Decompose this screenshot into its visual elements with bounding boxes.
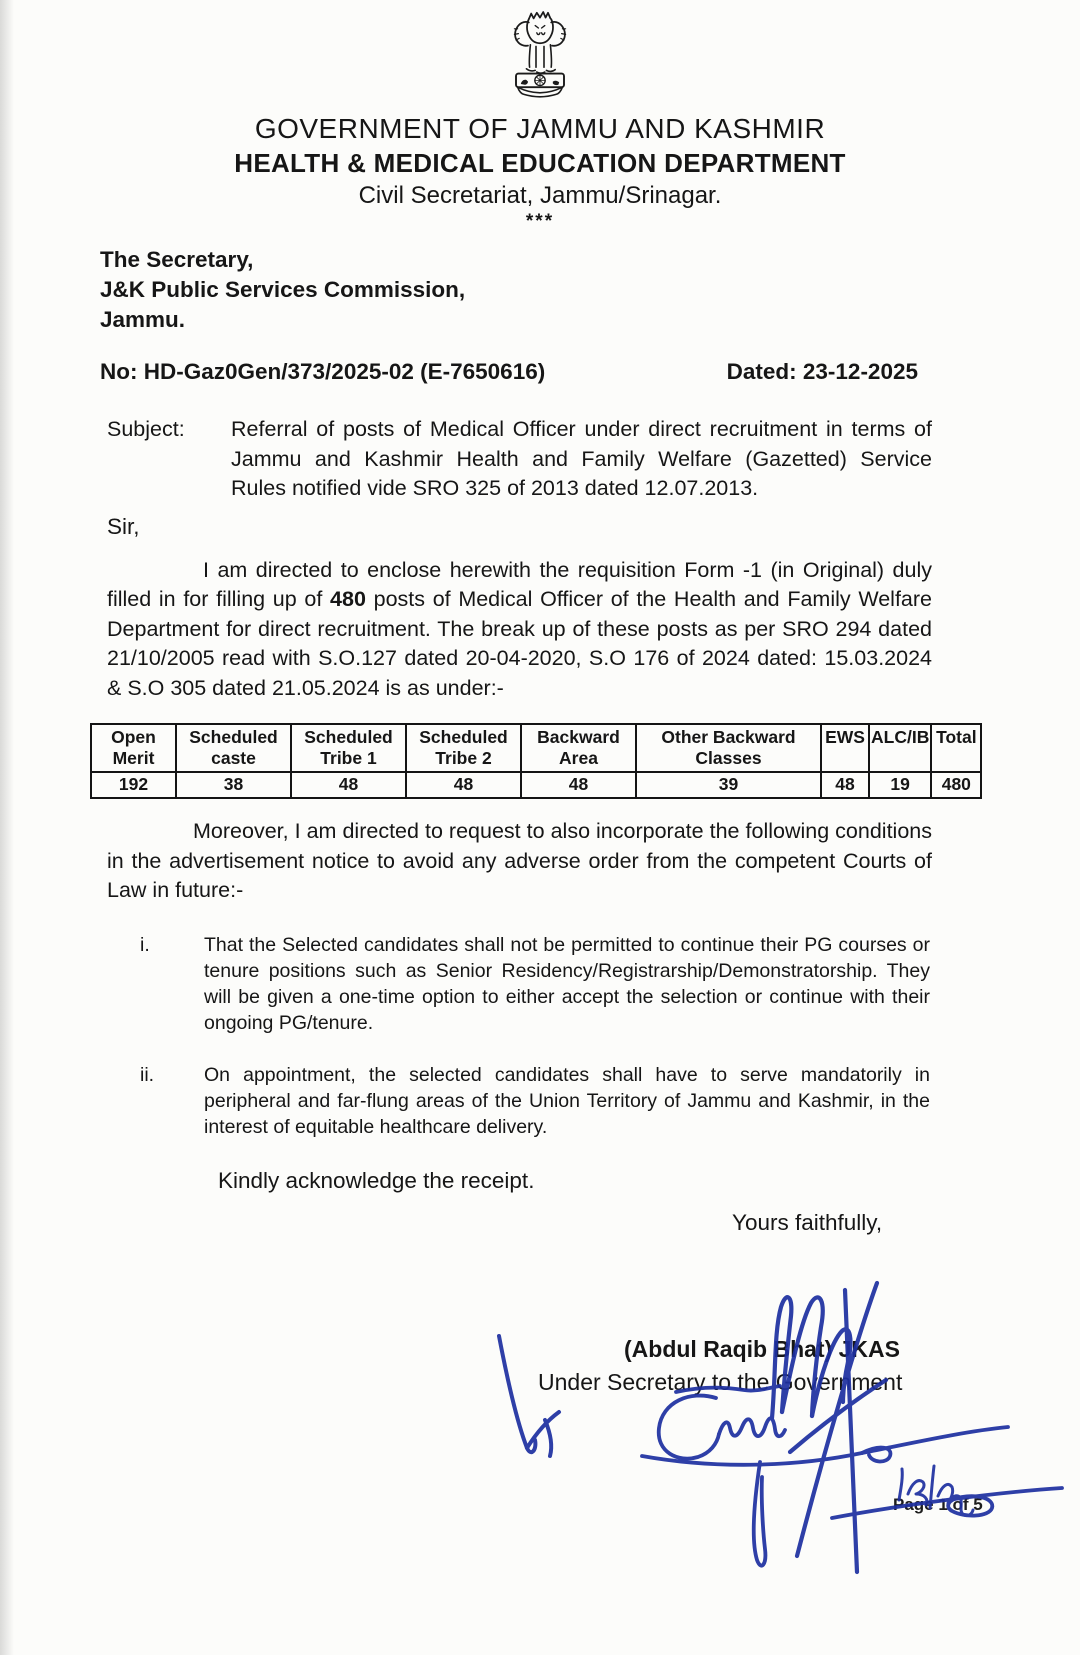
signature-left-check — [499, 1336, 559, 1456]
column-header: Scheduled Tribe 1 — [291, 724, 406, 772]
list-item-marker: i. — [140, 933, 150, 956]
column-header: Scheduled caste — [176, 724, 291, 772]
list-item-text: That the Selected candidates shall not be permitted to continue their PG courses or tenure positions such as Senior Residency/Registrarship/Demonstratorship. They will be given a one-time option to either accept the selection or continue with their ongoing PG/tenure. — [204, 933, 930, 1034]
reference-number: No: HD-Gaz0Gen/373/2025-02 (E-7650616) — [100, 359, 546, 384]
column-header: Total — [931, 724, 981, 772]
subject-label: Subject: — [107, 417, 185, 441]
posts-breakup-table — [90, 723, 982, 799]
column-header: Scheduled Tribe 2 — [406, 724, 521, 772]
department-name: HEALTH & MEDICAL EDUCATION DEPARTMENT — [234, 148, 846, 178]
total-posts-count: 480 — [330, 587, 366, 611]
body-paragraph-2: Moreover, I am directed to request to also incorporate the following conditions in the advertisement notice to avoid any adverse order from the competent Courts of Law in future:- — [107, 819, 932, 902]
body-paragraph-1-text: posts of Medical Officer of the Health and Family Welfare Department for direct recruitment. The break up of these posts as per SRO 294 dated 21/10/2005 read with S.O.127 dated 20-04-2020, S.O 176 of 2024 dated: 15.03.2024 & S.O 305 dated 21.05.2024 is as under:- — [107, 587, 932, 700]
secretariat-address: Civil Secretariat, Jammu/Srinagar. — [358, 182, 722, 209]
conditions-list — [0, 932, 1080, 1140]
salutation: Sir, — [107, 513, 140, 539]
subject-block — [107, 415, 932, 504]
body-paragraph-1-text: I am directed to enclose herewith the requisition Form -1 (in Original) duly filled in for filling up of — [107, 557, 932, 611]
table-cell: 38 — [176, 772, 291, 798]
acknowledge-line: Kindly acknowledge the receipt. — [218, 1167, 535, 1193]
table-cell: 192 — [91, 772, 176, 798]
table-row — [91, 772, 981, 798]
table-cell: 48 — [291, 772, 406, 798]
subject-text: Referral of posts of Medical Officer under direct recruitment in terms of Jammu and Kashmir Health and Family Welfare (Gazetted) Service Rules notified vide SRO 325 of 2013 dated 12.07.2013. — [231, 417, 932, 500]
valediction: Yours faithfully, — [732, 1210, 883, 1235]
letterhead — [0, 0, 1080, 233]
table-cell: 39 — [636, 772, 821, 798]
government-name: GOVERNMENT OF JAMMU AND KASHMIR — [254, 113, 826, 144]
signatory-name: (Abdul Raqib Bhat) JKAS — [624, 1336, 900, 1362]
column-header: EWS — [821, 724, 869, 772]
letter-date: Dated: 23-12-2025 — [726, 359, 918, 384]
national-emblem-icon — [500, 8, 580, 104]
list-item-text: On appointment, the selected candidates shall have to serve mandatorily in peripheral and far-flung areas of the Union Territory of Jammu and Kashmir, in the interest of equitable healthcare delivery. — [204, 1063, 930, 1138]
column-header: Other Backward Classes — [636, 724, 821, 772]
list-item — [140, 932, 930, 1036]
table-cell: 480 — [931, 772, 981, 798]
table-cell: 48 — [521, 772, 636, 798]
table-cell: 48 — [406, 772, 521, 798]
body-paragraph-1 — [107, 556, 932, 704]
list-item-marker: ii. — [140, 1063, 155, 1086]
reference-line — [100, 359, 918, 385]
signatory-title: Under Secretary to the Government — [538, 1369, 903, 1395]
column-header: Open Merit — [91, 724, 176, 772]
signature-main-flourish — [772, 1283, 886, 1572]
table-cell: 19 — [869, 772, 931, 798]
signature-script — [642, 1386, 1062, 1566]
table-header-row — [91, 724, 981, 772]
addressee-line: Jammu. — [100, 307, 186, 332]
column-header: Backward Area — [521, 724, 636, 772]
addressee-line: The Secretary, — [100, 247, 254, 272]
addressee-block — [100, 245, 1080, 335]
table-cell: 48 — [821, 772, 869, 798]
addressee-line: J&K Public Services Commission, — [100, 277, 466, 302]
separator-stars: *** — [525, 211, 555, 232]
list-item — [140, 1062, 930, 1140]
column-header: ALC/IB — [869, 724, 931, 772]
page-number: Page 1 of 5 — [893, 1495, 983, 1514]
